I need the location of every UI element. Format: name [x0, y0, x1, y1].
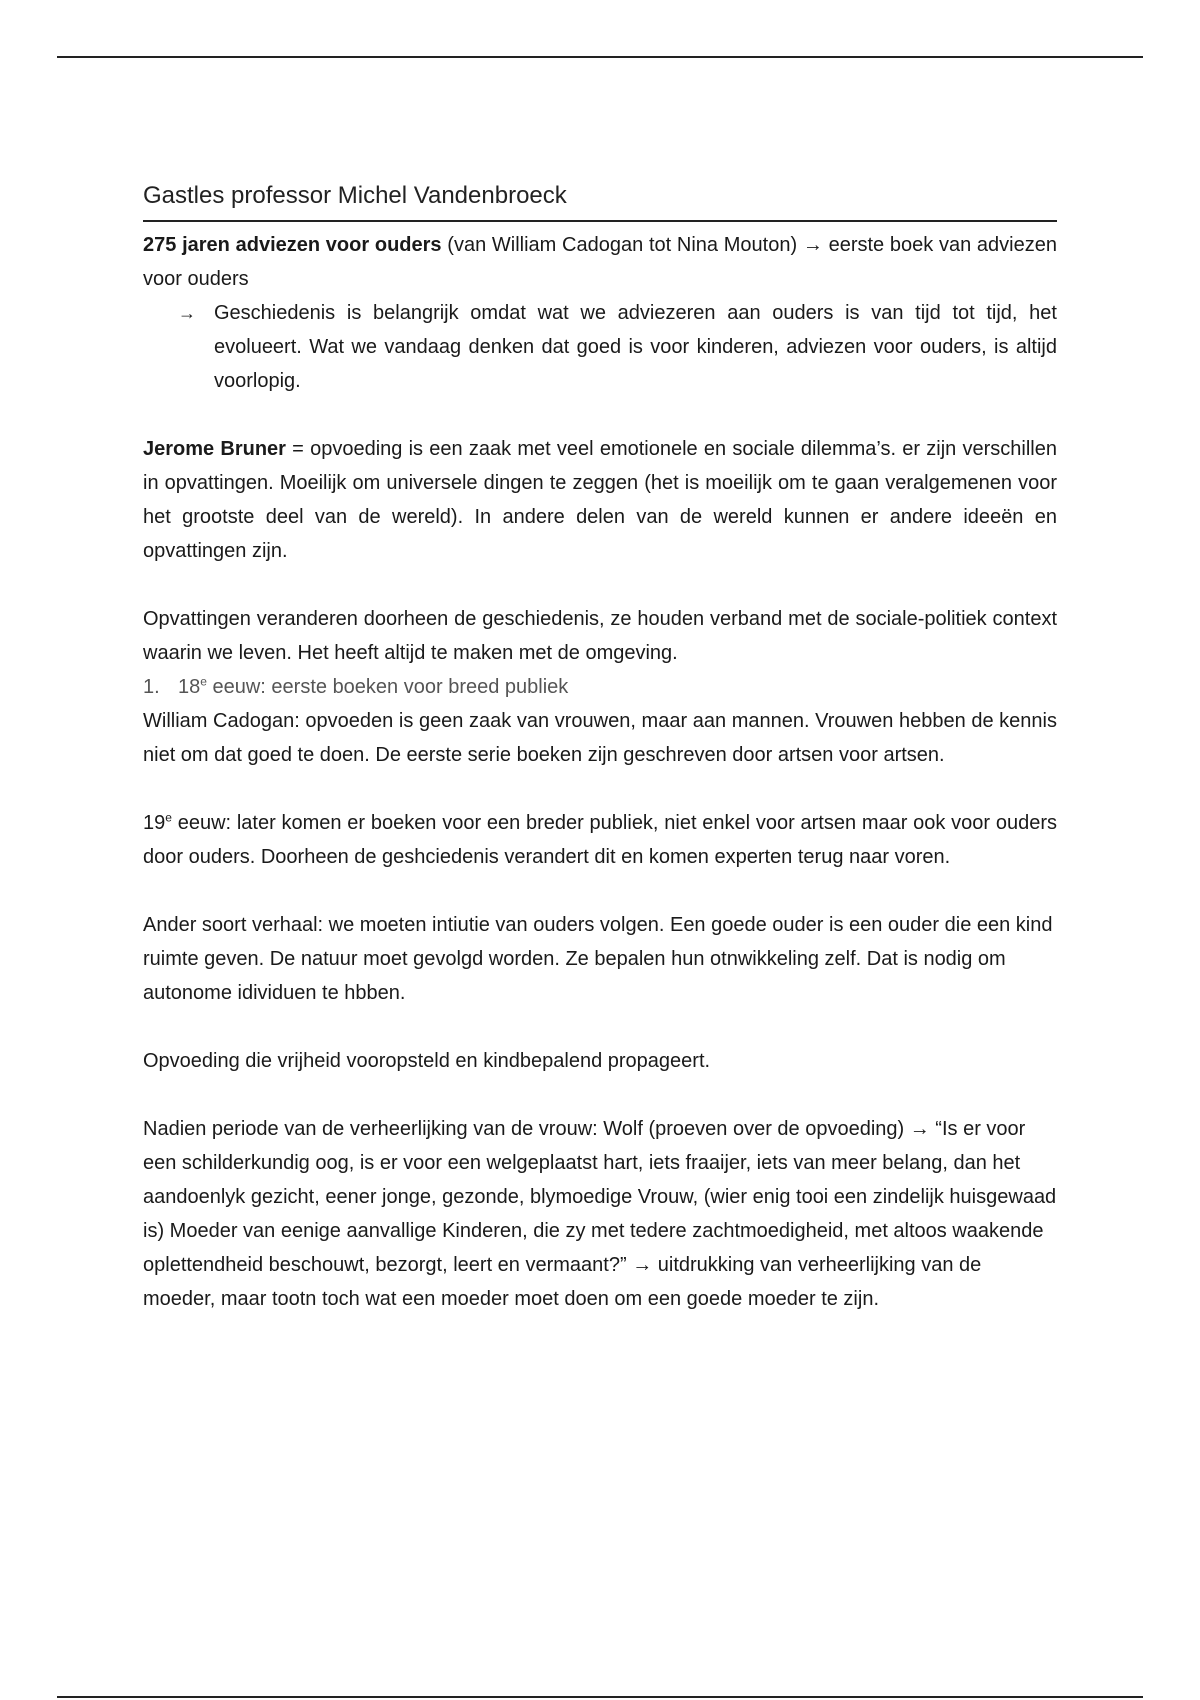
- document-body: [143, 176, 1057, 1316]
- paragraph-text: = opvoeding is een zaak met veel emotionele en sociale dilemma’s. er zijn verschillen in opvattingen. Moeilijk om universele dingen te zeggen (het is moeilijk om te gaan veralgemenen voor het grootste deel van de wereld). In andere delen van de wereld kunnen er andere ideeën en opvattingen zijn.: [143, 438, 1058, 562]
- footer-rule: [57, 1696, 1143, 1698]
- numbered-heading-text: 18e eeuw: eerste boeken voor breed publiek: [178, 674, 569, 698]
- list-number: 1.: [143, 676, 160, 698]
- page-title: Gastles professor Michel Vandenbroeck: [143, 176, 1057, 222]
- paragraph-william-cadogan: William Cadogan: opvoeden is geen zaak van vrouwen, maar aan mannen. Vrouwen hebben de kennis niet om dat goed te doen. De eerste serie boeken zijn geschreven door artsen voor artsen.: [143, 710, 1057, 766]
- numbered-heading-18th-century: [143, 670, 1057, 704]
- paragraph-opvattingen: Opvattingen veranderen doorheen de geschiedenis, ze houden verband met de sociale-politiek context waarin we leven. Het heeft altijd te maken met de omgeving.: [143, 608, 1057, 664]
- header-rule: [57, 56, 1143, 58]
- bold-term: Jerome Bruner: [143, 438, 286, 460]
- paragraph-opvoeding-vrijheid: Opvoeding die vrijheid vooropsteld en kindbepalend propageert.: [143, 1050, 711, 1072]
- paragraph-ander-soort-verhaal: Ander soort verhaal: we moeten intiutie van ouders volgen. Een goede ouder is een ouder die een kind ruimte geven. De natuur moet gevolgd worden. Ze bepalen hun otnwikkeling zelf. Dat is nodig om autonome idividuen te hbben.: [143, 914, 1053, 1004]
- paragraph-jerome-bruner: [143, 432, 1057, 568]
- paragraph-text: (van William Cadogan tot Nina Mouton) → eerste boek van adviezen voor ouders: [143, 234, 1057, 290]
- bold-term: 275 jaren adviezen voor ouders: [143, 234, 442, 256]
- paragraph-advice-books: [143, 228, 1057, 296]
- bullet-text: Geschiedenis is belangrijk omdat wat we adviezeren aan ouders is van tijd tot tijd, het evolueert. Wat we vandaag denken dat goed is voor kinderen, adviezen voor ouders, is altijd voorlopig.: [214, 302, 1057, 392]
- paragraph-verheerlijking: Nadien periode van de verheerlijking van de vrouw: Wolf (proeven over de opvoeding) → “Is er voor een schilderkundig oog, is er voor een welgeplaatst hart, iets fraaijer, iets van meer belang, dan het aandoenlyk gezicht, eener jonge, gezonde, blymoedige Vrouw, (wier enig tooi een zindelijk huisgewaad is) Moeder van eenige aanvallige Kinderen, die zy met tedere zachtmoedigheid, met altoos waakende oplettendheid beschouwt, bezorgt, leert en vermaant?” → uitdrukking van verheerlijking van de moeder, maar tootn toch wat een moeder moet doen om een goede moeder te zijn.: [143, 1118, 1057, 1310]
- paragraph-19th-century: 19e eeuw: later komen er boeken voor een breder publiek, niet enkel voor artsen maar ook voor ouders door ouders. Doorheen de geshciedenis verandert dit en komen experten terug naar voren.: [143, 810, 1057, 868]
- arrow-icon: →: [178, 303, 196, 323]
- arrow-bullet-item: [143, 296, 1057, 398]
